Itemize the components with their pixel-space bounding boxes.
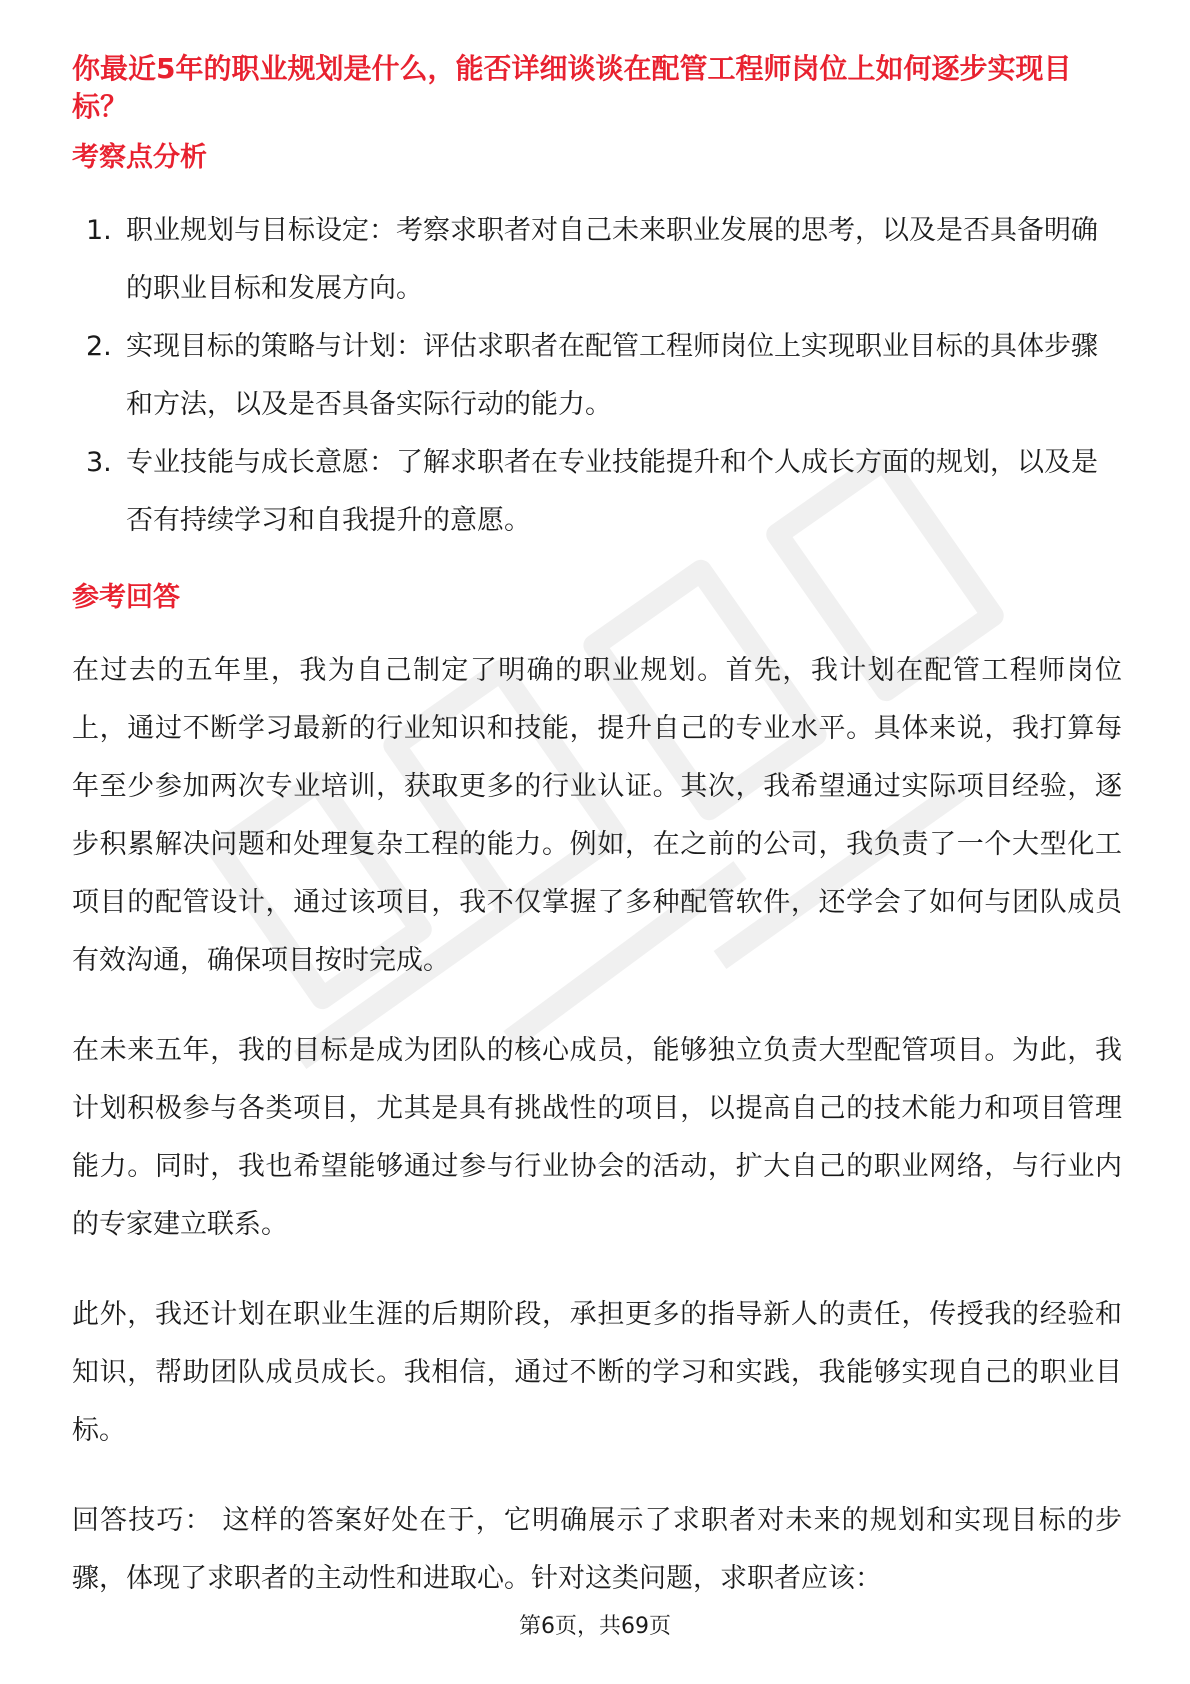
page-number-footer: 第6页，共69页 <box>519 1614 671 1639</box>
answer-paragraph: 在未来五年，我的目标是成为团队的核心成员，能够独立负责大型配管项目。为此，我计划积极参与各类项目，尤其是具有挑战性的项目，以提高自己的技术能力和项目管理能力。同时，我也希望能够通过参与行业协会的活动，扩大自己的职业网络，与行业内的专家建立联系。 <box>72 1035 1122 1240</box>
list-item <box>72 318 1122 434</box>
answer-tips-paragraph: 回答技巧： 这样的答案好处在于，它明确展示了求职者对未来的规划和实现目标的步骤，体现了求职者的主动性和进取心。针对这类问题，求职者应该： <box>72 1505 1122 1594</box>
list-item <box>72 202 1122 318</box>
answer-section-title: 参考回答 <box>72 582 180 613</box>
analysis-section-title: 考察点分析 <box>72 142 207 173</box>
list-item-number: 2. <box>86 331 112 362</box>
list-item-text: 职业规划与目标设定：考察求职者对自己未来职业发展的思考，以及是否具备明确的职业目标和发展方向。 <box>126 215 1098 304</box>
list-item <box>72 434 1122 550</box>
answer-paragraph: 在过去的五年里，我为自己制定了明确的职业规划。首先，我计划在配管工程师岗位上，通过不断学习最新的行业知识和技能，提升自己的专业水平。具体来说，我打算每年至少参加两次专业培训，获取更多的行业认证。其次，我希望通过实际项目经验，逐步积累解决问题和处理复杂工程的能力。例如，在之前的公司，我负责了一个大型化工项目的配管设计，通过该项目，我不仅掌握了多种配管软件，还学会了如何与团队成员有效沟通，确保项目按时完成。 <box>72 655 1122 976</box>
list-item-number: 3. <box>86 447 112 478</box>
content <box>72 50 1122 1608</box>
question-heading: 你最近5年的职业规划是什么，能否详细谈谈在配管工程师岗位上如何逐步实现目标？ <box>72 52 1072 123</box>
list-item-text: 专业技能与成长意愿：了解求职者在专业技能提升和个人成长方面的规划，以及是否有持续学习和自我提升的意愿。 <box>126 447 1098 536</box>
answer-paragraph: 此外，我还计划在职业生涯的后期阶段，承担更多的指导新人的责任，传授我的经验和知识，帮助团队成员成长。我相信，通过不断的学习和实践，我能够实现自己的职业目标。 <box>72 1299 1122 1446</box>
analysis-points-list <box>72 202 1122 550</box>
list-item-number: 1. <box>86 215 112 246</box>
list-item-text: 实现目标的策略与计划：评估求职者在配管工程师岗位上实现职业目标的具体步骤和方法，以及是否具备实际行动的能力。 <box>126 331 1098 420</box>
